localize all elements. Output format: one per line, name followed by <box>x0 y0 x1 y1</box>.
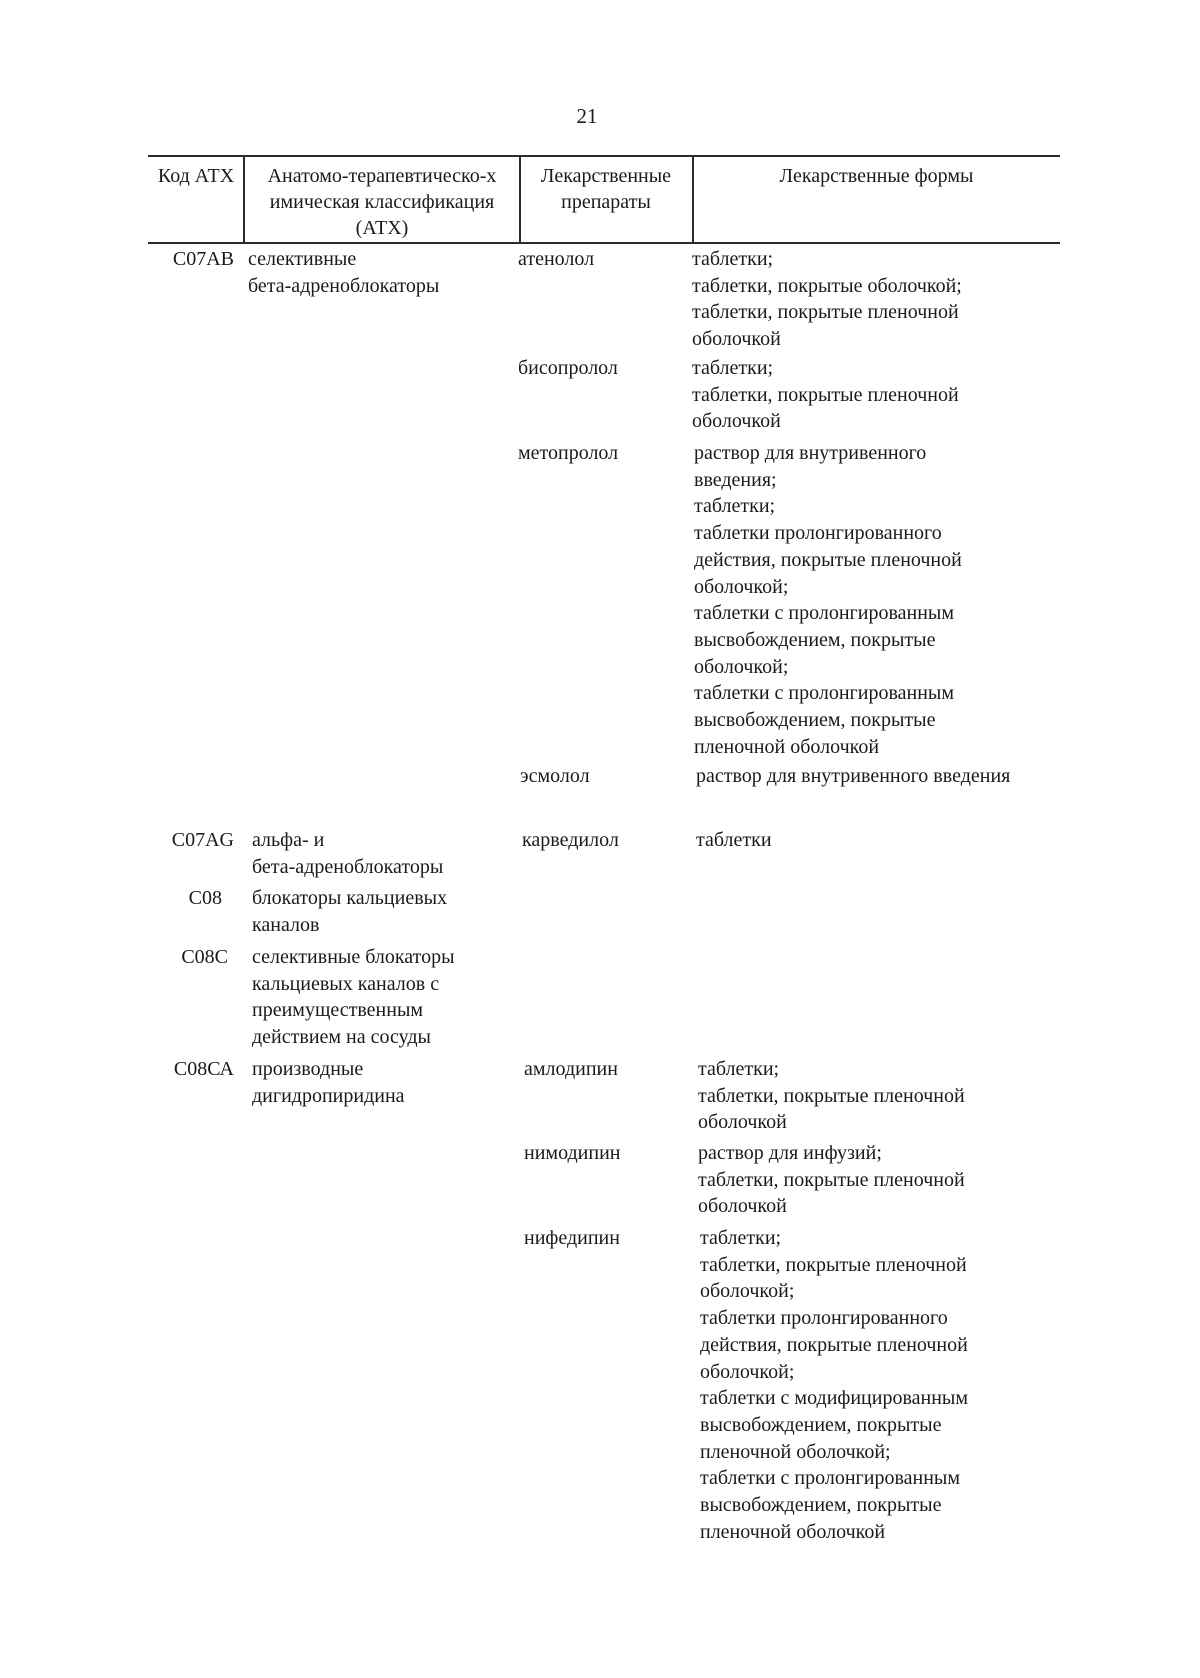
dosage-form-line: действия, покрытые пленочной <box>694 548 962 571</box>
dosage-form-line: таблетки <box>696 829 772 851</box>
drug-name: бисопролол <box>518 357 618 379</box>
dosage-form-line: высвобождением, покрытые <box>694 628 936 651</box>
header-classification-line: (АТХ) <box>355 217 409 239</box>
dosage-forms <box>692 355 959 435</box>
drug-name: амлодипин <box>524 1058 618 1080</box>
dosage-form-line: введения; <box>694 468 777 491</box>
header-top-rule <box>148 155 1060 157</box>
dosage-form-line: таблетки, покрытые пленочной <box>692 301 959 324</box>
dosage-form-line: таблетки пролонгированного <box>700 1307 948 1330</box>
classification-line: производные <box>252 1058 364 1080</box>
dosage-form-line: пленочной оболочкой <box>700 1520 886 1543</box>
drug-name: эсмолол <box>520 765 590 787</box>
dosage-form-line: таблетки; <box>692 357 774 379</box>
dosage-form-line: таблетки пролонгированного <box>694 522 942 545</box>
dosage-form-line: раствор для инфузий; <box>698 1142 882 1164</box>
header-classification-line: Анатомо-терапевтическо-х <box>267 165 497 187</box>
classification-line: кальциевых каналов с <box>252 972 440 995</box>
dosage-form-line: оболочкой <box>698 1111 787 1134</box>
dosage-form-line: оболочкой; <box>694 655 789 678</box>
dosage-form-line: пленочной оболочкой; <box>700 1440 891 1463</box>
page-number: 21 <box>576 104 598 128</box>
dosage-form-line: оболочкой; <box>694 575 789 598</box>
classification-line: бета-адреноблокаторы <box>252 855 444 878</box>
drug-name: карведилол <box>522 829 619 851</box>
dosage-form-line: оболочкой; <box>700 1360 795 1383</box>
drug-name: атенолол <box>518 248 595 270</box>
atc-code: С08С <box>181 946 228 968</box>
classification <box>252 1056 405 1109</box>
header-code: Код АТХ <box>157 165 235 187</box>
dosage-forms <box>696 827 772 854</box>
dosage-form-line: таблетки; <box>692 248 774 270</box>
classification <box>252 827 443 880</box>
header-classification-line: имическая классификация <box>269 191 495 213</box>
dosage-forms <box>698 1140 965 1220</box>
header-classification <box>244 163 520 241</box>
dosage-form-line: высвобождением, покрытые <box>700 1413 942 1436</box>
dosage-forms <box>692 246 962 353</box>
dosage-form-line: таблетки, покрытые пленочной <box>698 1084 965 1107</box>
dosage-form-line: таблетки; <box>694 495 776 518</box>
dosage-form-line: высвобождением, покрытые <box>694 709 936 732</box>
dosage-form-line: таблетки; <box>700 1227 782 1249</box>
dosage-form-line: оболочкой; <box>700 1280 795 1303</box>
dosage-form-line: оболочкой <box>692 328 781 351</box>
dosage-form-line: таблетки, покрытые оболочкой; <box>692 274 962 297</box>
classification-line: селективные блокаторы <box>252 946 455 968</box>
header-drugs-line: препараты <box>561 191 651 213</box>
classification-line: дигидропиридина <box>252 1084 405 1107</box>
dosage-form-line: таблетки с пролонгированным <box>694 682 955 705</box>
atc-code: С08СА <box>173 1058 234 1080</box>
classification <box>248 246 439 299</box>
drug-name: нимодипин <box>524 1142 621 1164</box>
classification-line: действием на сосуды <box>252 1026 431 1049</box>
dosage-form-line: таблетки; <box>698 1058 780 1080</box>
header-drugs <box>520 163 692 215</box>
header-bottom-rule <box>148 242 1060 244</box>
classification-line: селективные <box>248 248 357 270</box>
atc-code: С08 <box>188 887 222 909</box>
atc-code: С07АВ <box>172 248 234 270</box>
dosage-form-line: раствор для внутривенного введения <box>696 765 1011 787</box>
drug-name: нифедипин <box>524 1227 620 1249</box>
classification-line: альфа- и <box>252 829 325 851</box>
dosage-forms <box>696 763 1010 790</box>
classification-line: бета-адреноблокаторы <box>248 274 440 297</box>
classification-line: каналов <box>252 913 320 936</box>
dosage-form-line: высвобождением, покрытые <box>700 1494 942 1517</box>
header-forms: Лекарственные формы <box>779 165 974 187</box>
dosage-forms <box>700 1225 968 1545</box>
dosage-form-line: таблетки, покрытые пленочной <box>692 383 959 406</box>
dosage-forms <box>698 1056 965 1136</box>
dosage-form-line: таблетки, покрытые пленочной <box>698 1168 965 1191</box>
dosage-form-line: раствор для внутривенного <box>694 442 927 464</box>
classification-line: преимущественным <box>252 999 424 1022</box>
classification <box>252 885 447 938</box>
dosage-forms <box>694 440 962 760</box>
dosage-form-line: действия, покрытые пленочной <box>700 1333 968 1356</box>
drug-name: метопролол <box>518 442 619 464</box>
dosage-form-line: оболочкой <box>692 410 781 433</box>
header-drugs-line: Лекарственные <box>540 165 672 187</box>
dosage-form-line: оболочкой <box>698 1195 787 1218</box>
dosage-form-line: таблетки с пролонгированным <box>700 1467 961 1490</box>
dosage-form-line: таблетки, покрытые пленочной <box>700 1253 967 1276</box>
classification-line: блокаторы кальциевых <box>252 887 448 909</box>
dosage-form-line: пленочной оболочкой <box>694 735 880 758</box>
atc-code: С07AG <box>171 829 234 851</box>
classification <box>252 944 455 1051</box>
dosage-form-line: таблетки с пролонгированным <box>694 602 955 625</box>
dosage-form-line: таблетки с модифицированным <box>700 1387 969 1410</box>
